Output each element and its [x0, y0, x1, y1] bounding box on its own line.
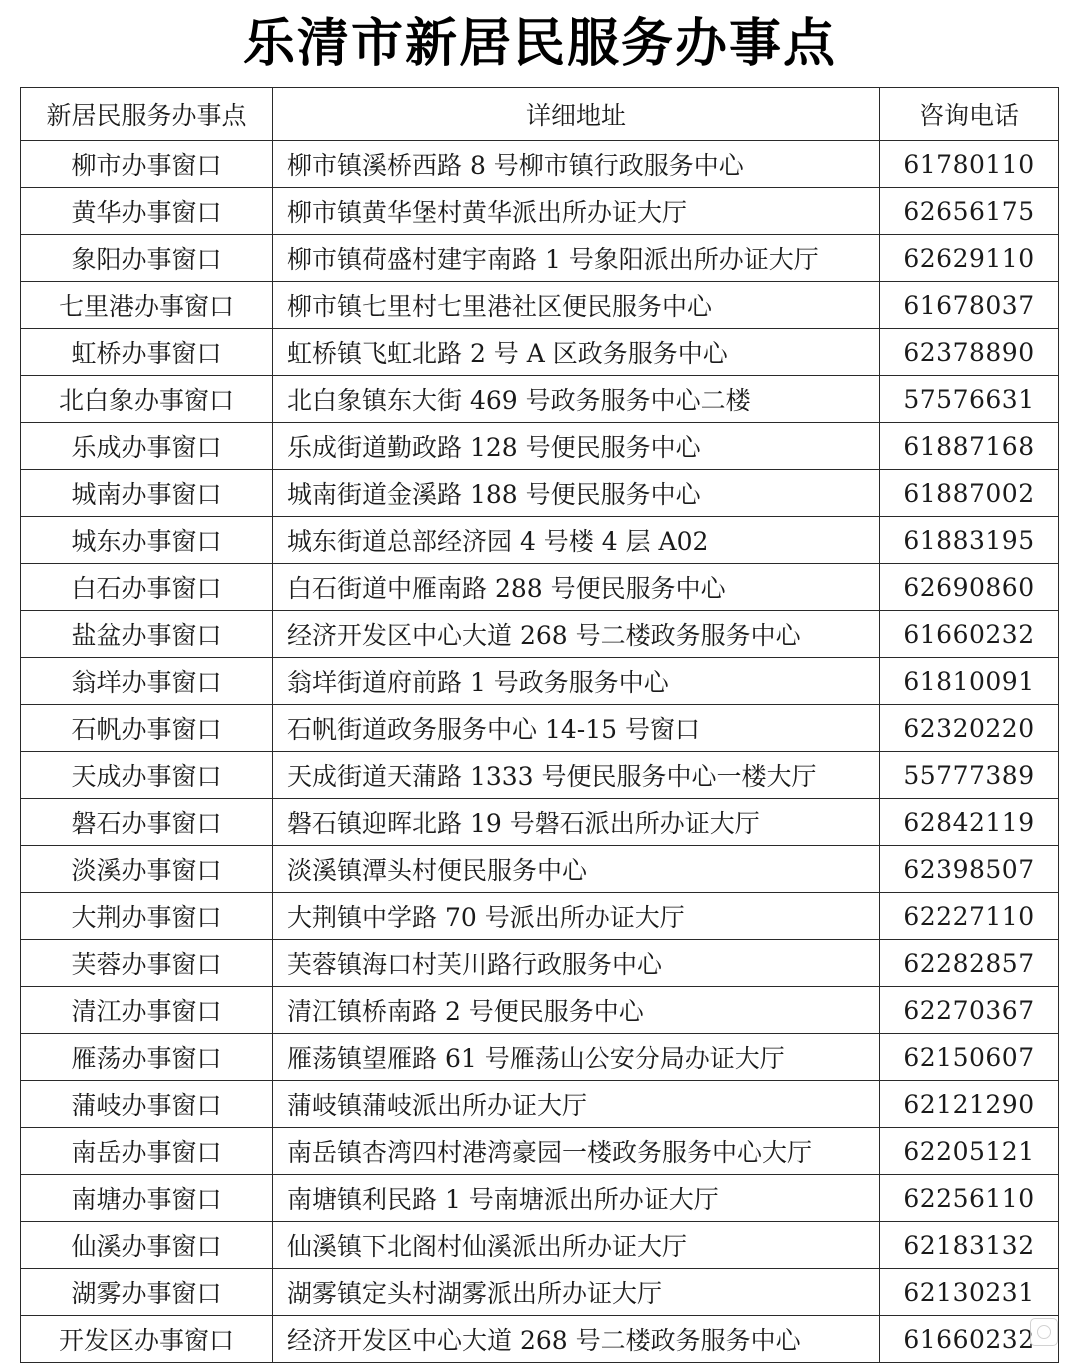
address-cell: 柳市镇荷盛村建宇南路 1 号象阳派出所办证大厅 — [273, 235, 880, 282]
phone-cell: 62320220 — [880, 705, 1059, 752]
phone-cell: 62378890 — [880, 329, 1059, 376]
table-header-row — [21, 88, 1059, 141]
phone-cell: 62690860 — [880, 564, 1059, 611]
table-row — [21, 893, 1059, 940]
address-cell: 湖雾镇定头村湖雾派出所办证大厅 — [273, 1269, 880, 1316]
office-name-cell: 蒲岐办事窗口 — [21, 1081, 273, 1128]
office-name-cell: 乐成办事窗口 — [21, 423, 273, 470]
office-name-cell: 雁荡办事窗口 — [21, 1034, 273, 1081]
page-title: 乐清市新居民服务办事点 — [242, 13, 837, 74]
office-name-cell: 磐石办事窗口 — [21, 799, 273, 846]
table-row — [21, 658, 1059, 705]
office-name-cell: 盐盆办事窗口 — [21, 611, 273, 658]
address-cell: 柳市镇黄华堡村黄华派出所办证大厅 — [273, 188, 880, 235]
table-row — [21, 1316, 1059, 1363]
office-name-cell: 清江办事窗口 — [21, 987, 273, 1034]
office-name-cell: 黄华办事窗口 — [21, 188, 273, 235]
office-name-cell: 象阳办事窗口 — [21, 235, 273, 282]
table-body — [21, 141, 1059, 1363]
table-row — [21, 705, 1059, 752]
column-header-phone: 咨询电话 — [880, 88, 1059, 141]
table-row — [21, 470, 1059, 517]
address-cell: 天成街道天蒲路 1333 号便民服务中心一楼大厅 — [273, 752, 880, 799]
phone-cell: 61883195 — [880, 517, 1059, 564]
address-cell: 雁荡镇望雁路 61 号雁荡山公安分局办证大厅 — [273, 1034, 880, 1081]
office-name-cell: 淡溪办事窗口 — [21, 846, 273, 893]
office-name-cell: 湖雾办事窗口 — [21, 1269, 273, 1316]
phone-cell: 62270367 — [880, 987, 1059, 1034]
office-name-cell: 天成办事窗口 — [21, 752, 273, 799]
office-name-cell: 北白象办事窗口 — [21, 376, 273, 423]
office-name-cell: 大荆办事窗口 — [21, 893, 273, 940]
table-row — [21, 376, 1059, 423]
table-row — [21, 1034, 1059, 1081]
phone-cell: 61887002 — [880, 470, 1059, 517]
office-name-cell: 柳市办事窗口 — [21, 141, 273, 188]
address-cell: 乐成街道勤政路 128 号便民服务中心 — [273, 423, 880, 470]
office-name-cell: 南岳办事窗口 — [21, 1128, 273, 1175]
address-cell: 城南街道金溪路 188 号便民服务中心 — [273, 470, 880, 517]
table-row — [21, 329, 1059, 376]
table-row — [21, 517, 1059, 564]
column-header-address: 详细地址 — [273, 88, 880, 141]
office-name-cell: 白石办事窗口 — [21, 564, 273, 611]
table-row — [21, 1081, 1059, 1128]
table-row — [21, 564, 1059, 611]
office-name-cell: 城东办事窗口 — [21, 517, 273, 564]
office-name-cell: 开发区办事窗口 — [21, 1316, 273, 1363]
table-row — [21, 846, 1059, 893]
table-row — [21, 1128, 1059, 1175]
phone-cell: 62398507 — [880, 846, 1059, 893]
address-cell: 白石街道中雁南路 288 号便民服务中心 — [273, 564, 880, 611]
table-row — [21, 940, 1059, 987]
address-cell: 淡溪镇潭头村便民服务中心 — [273, 846, 880, 893]
phone-cell: 55777389 — [880, 752, 1059, 799]
address-cell: 虹桥镇飞虹北路 2 号 A 区政务服务中心 — [273, 329, 880, 376]
phone-cell: 61660232 — [880, 1316, 1059, 1363]
phone-cell: 61678037 — [880, 282, 1059, 329]
address-cell: 磐石镇迎晖北路 19 号磐石派出所办证大厅 — [273, 799, 880, 846]
phone-cell: 61660232 — [880, 611, 1059, 658]
address-cell: 经济开发区中心大道 268 号二楼政务服务中心 — [273, 611, 880, 658]
table-row — [21, 611, 1059, 658]
address-cell: 柳市镇七里村七里港社区便民服务中心 — [273, 282, 880, 329]
phone-cell: 62629110 — [880, 235, 1059, 282]
address-cell: 蒲岐镇蒲岐派出所办证大厅 — [273, 1081, 880, 1128]
office-name-cell: 石帆办事窗口 — [21, 705, 273, 752]
office-name-cell: 七里港办事窗口 — [21, 282, 273, 329]
phone-cell: 62130231 — [880, 1269, 1059, 1316]
address-cell: 石帆街道政务服务中心 14-15 号窗口 — [273, 705, 880, 752]
table-row — [21, 987, 1059, 1034]
address-cell: 经济开发区中心大道 268 号二楼政务服务中心 — [273, 1316, 880, 1363]
table-row — [21, 141, 1059, 188]
office-name-cell: 仙溪办事窗口 — [21, 1222, 273, 1269]
phone-cell: 62227110 — [880, 893, 1059, 940]
table-row — [21, 1175, 1059, 1222]
phone-cell: 62842119 — [880, 799, 1059, 846]
office-name-cell: 虹桥办事窗口 — [21, 329, 273, 376]
phone-cell: 57576631 — [880, 376, 1059, 423]
table-row — [21, 1269, 1059, 1316]
phone-cell: 61780110 — [880, 141, 1059, 188]
address-cell: 清江镇桥南路 2 号便民服务中心 — [273, 987, 880, 1034]
address-cell: 南塘镇利民路 1 号南塘派出所办证大厅 — [273, 1175, 880, 1222]
phone-cell: 61810091 — [880, 658, 1059, 705]
phone-cell: 62121290 — [880, 1081, 1059, 1128]
phone-cell: 62282857 — [880, 940, 1059, 987]
table-row — [21, 282, 1059, 329]
address-cell: 柳市镇溪桥西路 8 号柳市镇行政服务中心 — [273, 141, 880, 188]
phone-cell: 61887168 — [880, 423, 1059, 470]
address-cell: 大荆镇中学路 70 号派出所办证大厅 — [273, 893, 880, 940]
table-row — [21, 423, 1059, 470]
column-header-office: 新居民服务办事点 — [21, 88, 273, 141]
table-row — [21, 235, 1059, 282]
office-name-cell: 芙蓉办事窗口 — [21, 940, 273, 987]
phone-cell: 62205121 — [880, 1128, 1059, 1175]
office-name-cell: 南塘办事窗口 — [21, 1175, 273, 1222]
address-cell: 仙溪镇下北阁村仙溪派出所办证大厅 — [273, 1222, 880, 1269]
phone-cell: 62656175 — [880, 188, 1059, 235]
address-cell: 北白象镇东大街 469 号政务服务中心二楼 — [273, 376, 880, 423]
address-cell: 南岳镇杏湾四村港湾豪园一楼政务服务中心大厅 — [273, 1128, 880, 1175]
phone-cell: 62183132 — [880, 1222, 1059, 1269]
table-row — [21, 1222, 1059, 1269]
phone-cell: 62150607 — [880, 1034, 1059, 1081]
address-cell: 翁垟街道府前路 1 号政务服务中心 — [273, 658, 880, 705]
office-name-cell: 城南办事窗口 — [21, 470, 273, 517]
table-row — [21, 752, 1059, 799]
table-row — [21, 799, 1059, 846]
watermark-icon — [1030, 1318, 1058, 1346]
office-name-cell: 翁垟办事窗口 — [21, 658, 273, 705]
phone-cell: 62256110 — [880, 1175, 1059, 1222]
address-cell: 芙蓉镇海口村芙川路行政服务中心 — [273, 940, 880, 987]
table-row — [21, 188, 1059, 235]
address-cell: 城东街道总部经济园 4 号楼 4 层 A02 — [273, 517, 880, 564]
offices-table — [20, 87, 1059, 1363]
